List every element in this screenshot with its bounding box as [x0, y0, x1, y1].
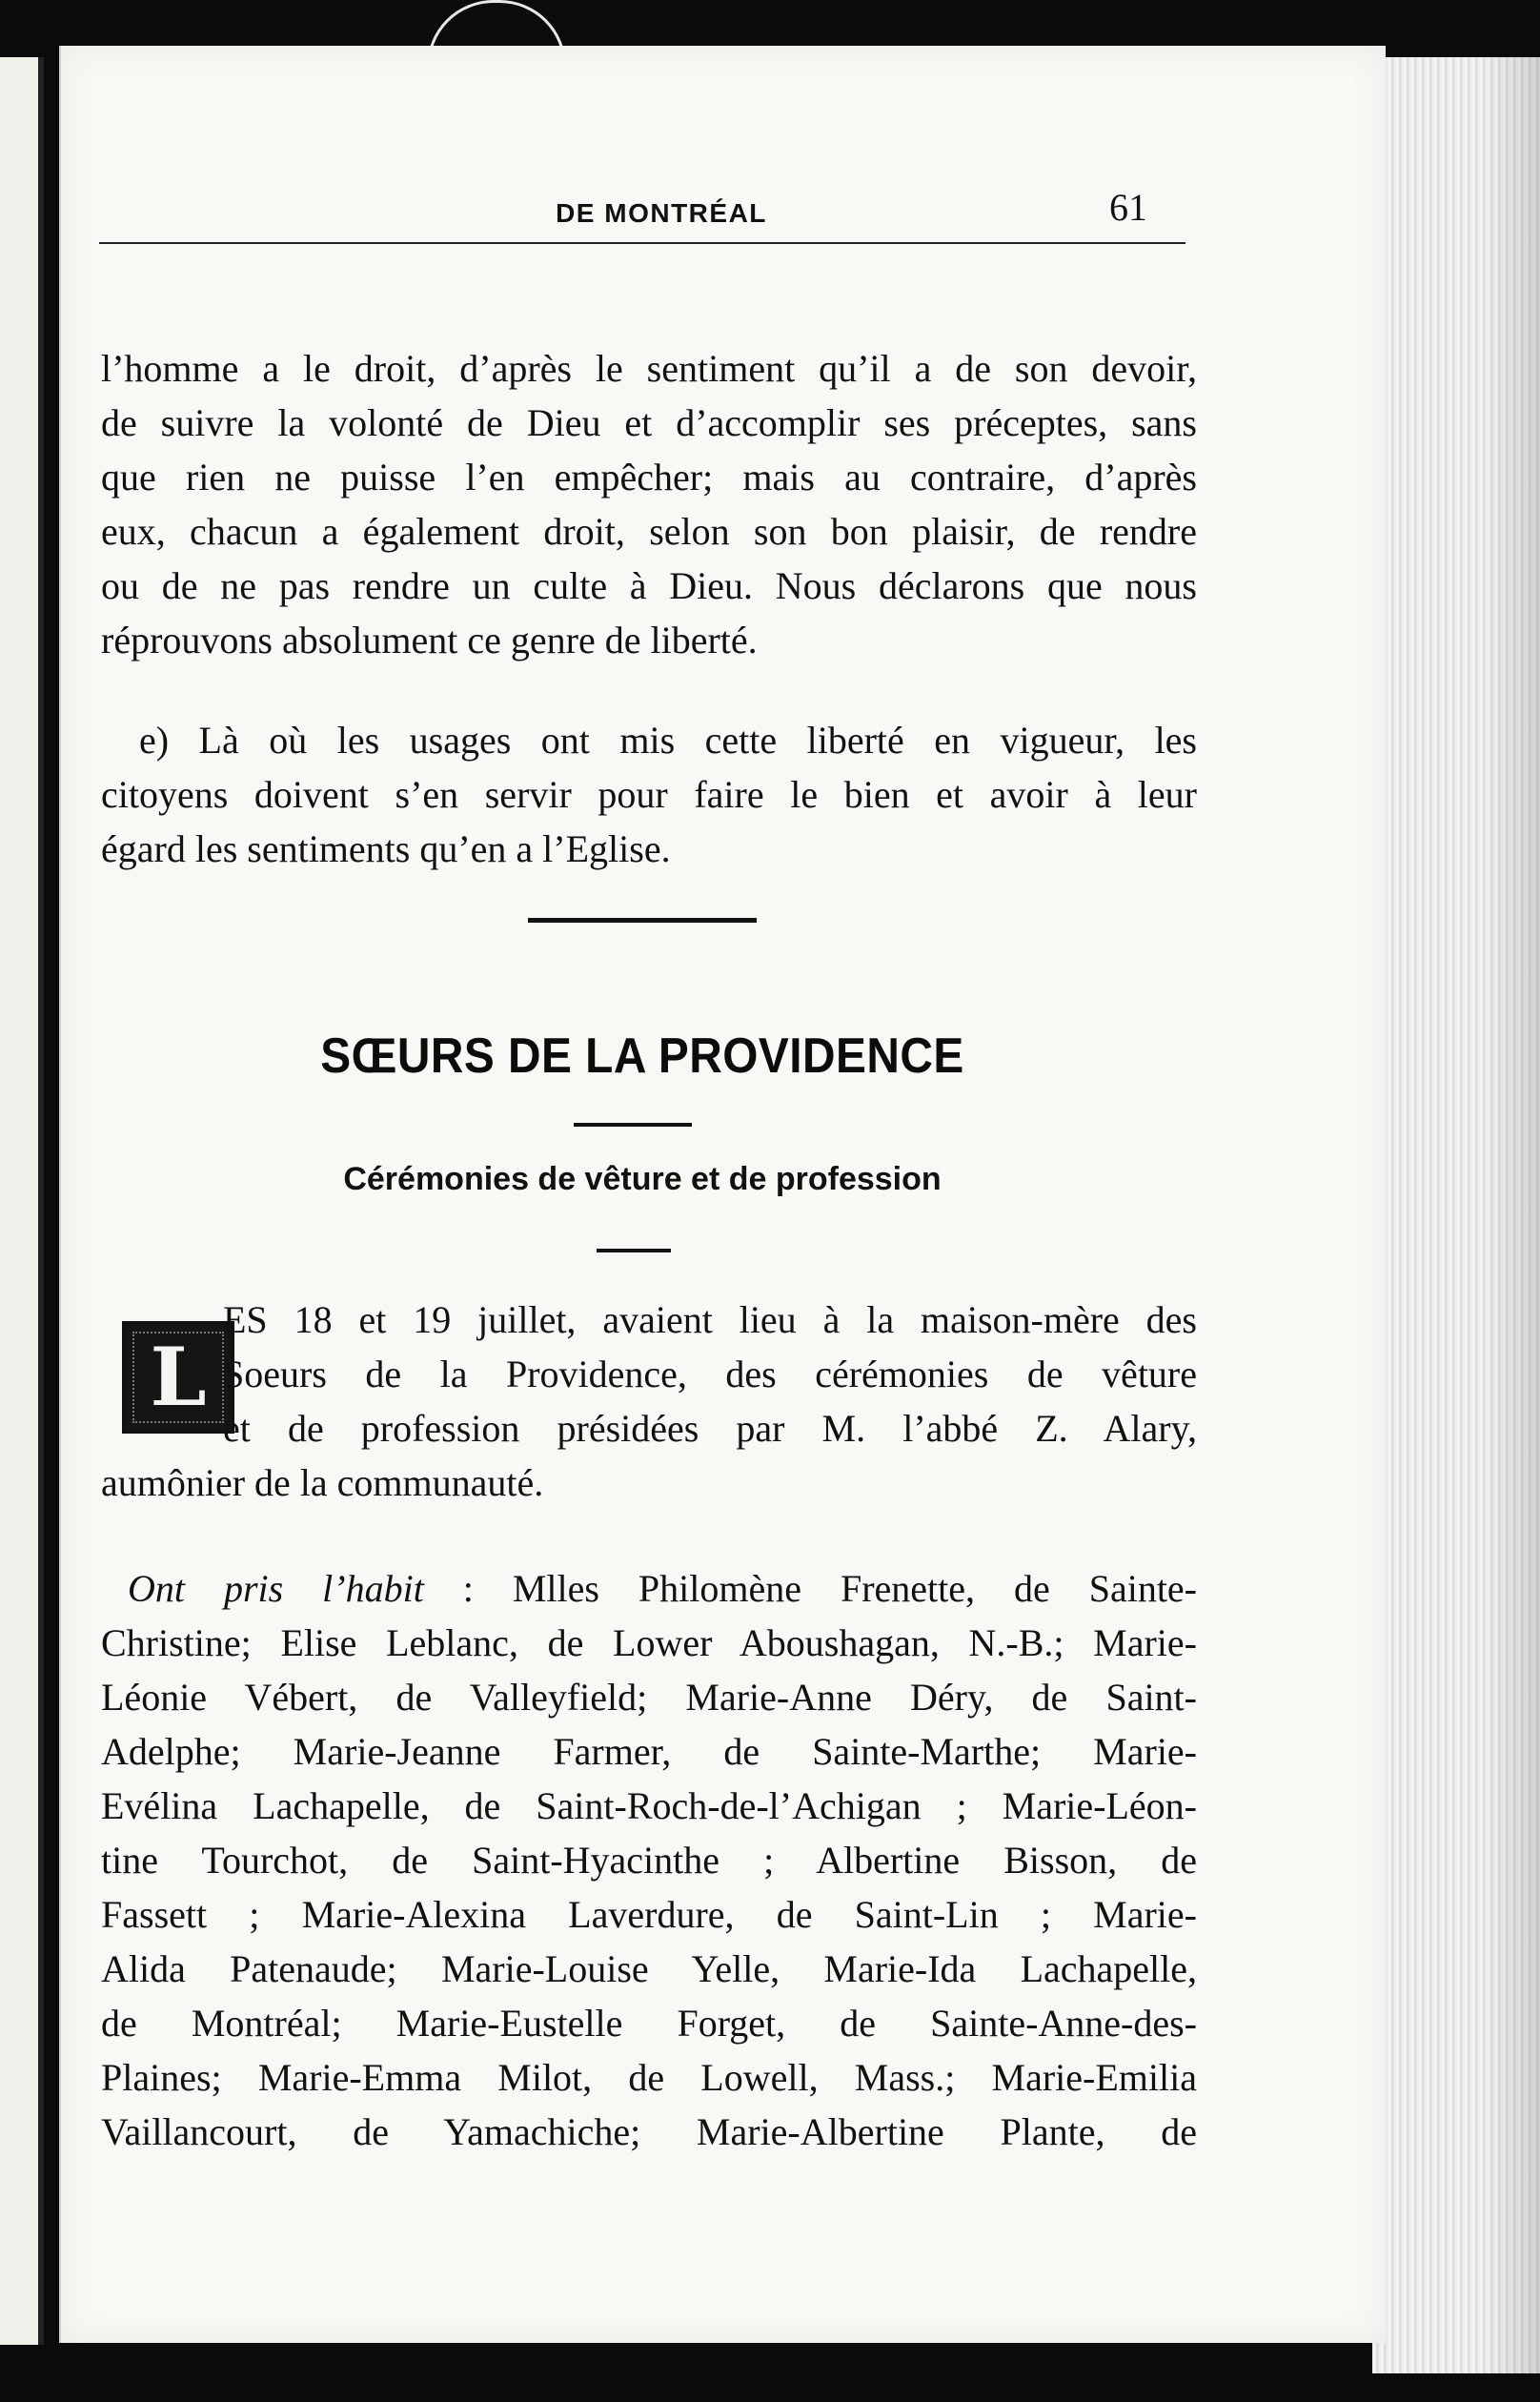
- text-line: ou de ne pas rendre un culte à Dieu. Nous déclarons que nous: [101, 564, 1197, 607]
- text-line: citoyens doivent s’en servir pour faire le bien et avoir à leur: [101, 773, 1197, 816]
- drop-cap-letter: L: [150, 1330, 207, 1424]
- text-line: l’homme a le droit, d’après le sentiment qu’il a de son devoir,: [101, 347, 1197, 390]
- text-line: de Montréal; Marie-Eustelle Forget, de Sainte-Anne-des-: [101, 2002, 1197, 2045]
- subtitle-rule: [597, 1249, 671, 1252]
- text-line: Christine; Elise Leblanc, de Lower Aboushagan, N.-B.; Marie-: [101, 1621, 1197, 1664]
- running-head: DE MONTRÉAL: [556, 198, 767, 228]
- paragraph-ceremonies: [101, 1293, 1197, 1510]
- book-page: [59, 46, 1386, 2343]
- lead-italic: Ont pris l’habit: [128, 1567, 424, 1610]
- page-stack-edge: [1372, 57, 1540, 2373]
- facing-page-edge: [0, 57, 44, 2345]
- section-subtitle: Cérémonies de vêture et de profession: [343, 1161, 942, 1197]
- text-line: [101, 1561, 1197, 1616]
- paragraph-habit-list: [101, 1561, 1197, 2159]
- text-line: Adelphe; Marie-Jeanne Farmer, de Sainte-Marthe; Marie-: [101, 1730, 1197, 1773]
- text-line: Soeurs de la Providence, des cérémonies de vêture: [223, 1353, 1197, 1395]
- text-line: ES 18 et 19 juillet, avaient lieu à la maison-mère des: [223, 1298, 1197, 1341]
- section-title: SŒURS DE LA PROVIDENCE: [320, 1028, 964, 1084]
- section-separator-rule: [528, 918, 757, 923]
- text-line: de suivre la volonté de Dieu et d’accomplir ses préceptes, sans: [101, 401, 1197, 444]
- paragraph-liberty-definition: [101, 341, 1197, 667]
- text-line: réprouvons absolument ce genre de liberté.: [101, 619, 758, 662]
- text-line: Plaines; Marie-Emma Milot, de Lowell, Mass.; Marie-Emilia: [101, 2056, 1197, 2099]
- text-line: eux, chacun a également droit, selon son bon plaisir, de rendre: [101, 510, 1197, 553]
- text-line: Fassett ; Marie-Alexina Laverdure, de Saint-Lin ; Marie-: [101, 1893, 1197, 1936]
- header-rule: [99, 242, 1185, 244]
- text-line: égard les sentiments qu’en a l’Eglise.: [101, 827, 671, 870]
- paragraph-point-e: [101, 713, 1197, 876]
- text-line: Alida Patenaude; Marie-Louise Yelle, Marie-Ida Lachapelle,: [101, 1947, 1197, 1990]
- text-line: aumônier de la communauté.: [101, 1461, 544, 1504]
- title-rule: [574, 1123, 692, 1127]
- lead-rest: : Mlles Philomène Frenette, de Sainte-: [423, 1567, 1197, 1610]
- page-number: 61: [1109, 186, 1147, 229]
- text-line: e) Là où les usages ont mis cette liberté en vigueur, les: [139, 719, 1197, 762]
- text-line: Léonie Vébert, de Valleyfield; Marie-Anne Déry, de Saint-: [101, 1676, 1197, 1719]
- text-line: et de profession présidées par M. l’abbé Z. Alary,: [223, 1407, 1197, 1450]
- text-line: Evélina Lachapelle, de Saint-Roch-de-l’Achigan ; Marie-Léon-: [101, 1784, 1197, 1827]
- text-line: que rien ne puisse l’en empêcher; mais au contraire, d’après: [101, 456, 1197, 499]
- text-line: tine Tourchot, de Saint-Hyacinthe ; Albertine Bisson, de: [101, 1839, 1197, 1882]
- text-line: Vaillancourt, de Yamachiche; Marie-Albertine Plante, de: [101, 2110, 1197, 2153]
